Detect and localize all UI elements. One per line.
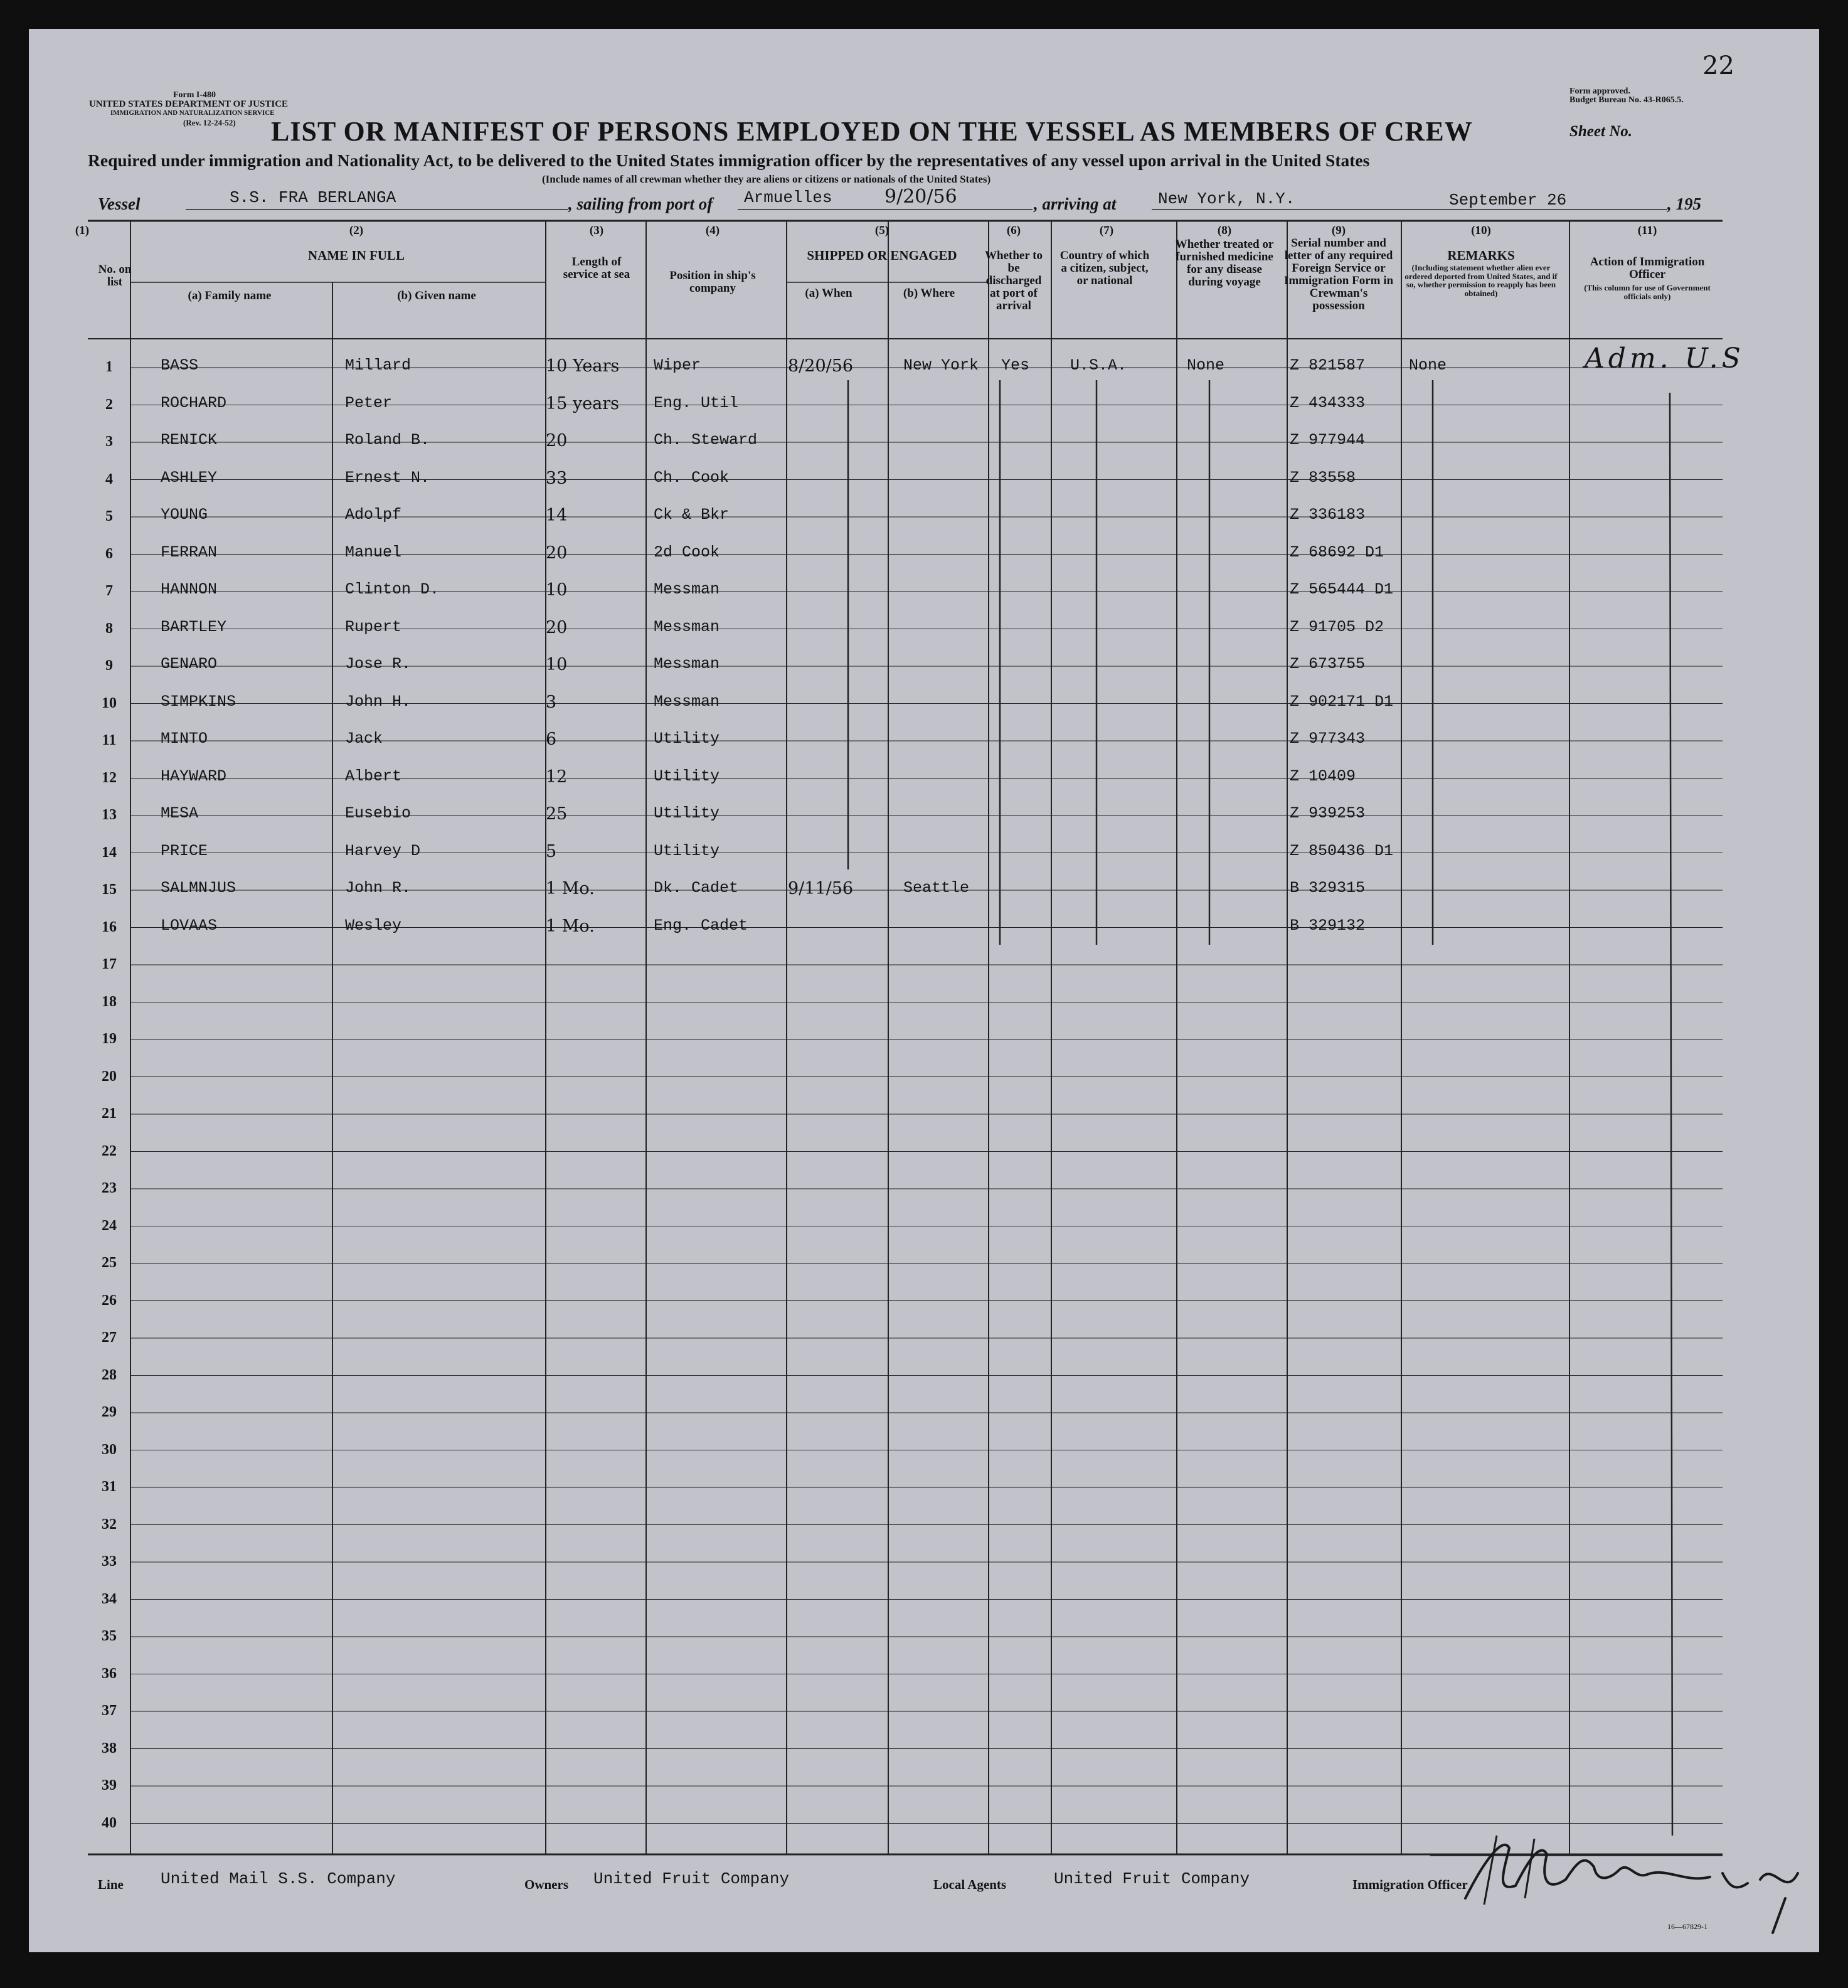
- cell-position[interactable]: Utility: [654, 730, 720, 748]
- service-name: IMMIGRATION AND NATURALIZATION SERVICE: [110, 109, 275, 117]
- col6-header: Whether to be discharged at port of arrival: [985, 249, 1043, 312]
- cell-discharged[interactable]: Yes: [1001, 356, 1030, 375]
- cell-position[interactable]: Dk. Cadet: [654, 879, 739, 897]
- row-number: 2: [105, 396, 113, 413]
- cell-service[interactable]: 10: [546, 655, 568, 674]
- cell-family[interactable]: HANNON: [161, 580, 218, 598]
- cell-where[interactable]: Seattle: [903, 879, 970, 897]
- col2b-header: (b) Given name: [397, 289, 476, 302]
- line-label: Line: [98, 1877, 124, 1892]
- form-number: Form I-480: [173, 90, 216, 100]
- row-number: 32: [102, 1516, 117, 1533]
- cell-where[interactable]: New York: [903, 356, 979, 375]
- cell-family[interactable]: BARTLEY: [161, 617, 227, 636]
- owners-label: Owners: [524, 1877, 568, 1892]
- form-subtitle: Required under immigration and Nationality Act, to be delivered to the United States immigration officer by the representatives of any vessel upon arrival in the United States: [88, 151, 1370, 170]
- agents-label: Local Agents: [933, 1877, 1007, 1892]
- cell-family[interactable]: YOUNG: [161, 506, 208, 524]
- cell-given[interactable]: Wesley: [345, 916, 402, 935]
- cell-service[interactable]: 14: [546, 506, 568, 525]
- cell-position[interactable]: Ck & Bkr: [654, 506, 730, 524]
- col4-header: Position in ship's company: [669, 269, 756, 295]
- col11-note: (This column for use of Government officials only): [1584, 283, 1711, 301]
- row-number: 15: [102, 881, 117, 898]
- cell-family[interactable]: BASS: [161, 356, 199, 375]
- row-number: 30: [102, 1441, 117, 1458]
- col5-header: SHIPPED OR ENGAGED: [807, 248, 957, 263]
- cell-service[interactable]: 1 Mo.: [546, 916, 595, 936]
- arriving-label: , arriving at: [1034, 194, 1117, 213]
- year-label: , 195: [1667, 194, 1701, 213]
- cell-given[interactable]: Rupert: [345, 617, 402, 636]
- page-number: 22: [1702, 51, 1734, 80]
- col4-number: (4): [705, 224, 720, 237]
- form-note: (Include names of all crewman whether they are aliens or citizens or nationals of the United States): [542, 173, 991, 185]
- col10-note: (Including statement whether alien ever ordered deported from United States, and if so, whether permission to reapply has been obtained): [1405, 263, 1558, 298]
- row-number: 40: [102, 1814, 117, 1831]
- row-number: 10: [102, 694, 117, 711]
- line-value[interactable]: United Mail S.S. Company: [161, 1869, 396, 1888]
- row-number: 26: [102, 1292, 117, 1309]
- budget-number: Budget Bureau No. 43-R065.5.: [1569, 95, 1684, 105]
- row-number: 28: [102, 1366, 117, 1383]
- cell-position[interactable]: Eng. Util: [654, 393, 739, 412]
- cell-position[interactable]: Utility: [654, 767, 720, 785]
- row-number: 25: [102, 1255, 117, 1271]
- cell-position[interactable]: Eng. Cadet: [654, 916, 748, 935]
- sheet-number-label: Sheet No.: [1569, 123, 1632, 140]
- cell-when[interactable]: 8/20/56: [788, 356, 854, 376]
- cell-service[interactable]: 10 Years: [546, 356, 620, 376]
- row-number: 23: [102, 1180, 117, 1196]
- col11-header: Action of Immigration Officer: [1590, 255, 1705, 281]
- arrival-date[interactable]: September 26: [1449, 191, 1567, 210]
- sailing-label: , sailing from port of: [568, 194, 713, 213]
- row-number: 16: [102, 918, 117, 935]
- form-title: LIST OR MANIFEST OF PERSONS EMPLOYED ON THE VESSEL AS MEMBERS OF CREW: [271, 116, 1473, 147]
- col5-number: (5): [874, 224, 889, 237]
- officer-action[interactable]: Adm. U.S: [1585, 343, 1744, 375]
- col1-header: No. on list: [98, 263, 132, 289]
- cell-service[interactable]: 10: [546, 580, 568, 600]
- cell-service[interactable]: 20: [546, 617, 568, 637]
- officer-signature: [1459, 1823, 1810, 1936]
- row-number: 8: [105, 620, 113, 637]
- cell-given[interactable]: Eusebio: [345, 804, 412, 822]
- form-approved: Form approved.: [1569, 87, 1630, 96]
- row-number: 5: [105, 508, 113, 524]
- cell-position[interactable]: Messman: [654, 617, 720, 636]
- row-number: 3: [105, 433, 113, 450]
- row-number: 1: [105, 359, 113, 375]
- col1-number: (1): [75, 224, 90, 237]
- cell-when[interactable]: 9/11/56: [788, 879, 854, 898]
- cell-serial[interactable]: B 329315: [1290, 879, 1366, 897]
- cell-service[interactable]: 15 years: [546, 393, 620, 413]
- cell-remarks[interactable]: None: [1409, 356, 1447, 375]
- cell-family[interactable]: SALMNJUS: [161, 879, 236, 897]
- manifest-sheet: [29, 29, 1819, 1952]
- cell-family[interactable]: FERRAN: [161, 543, 218, 561]
- cell-serial[interactable]: Z 336183: [1290, 506, 1366, 524]
- arrival-port[interactable]: New York, N.Y.: [1158, 189, 1295, 208]
- department-name: UNITED STATES DEPARTMENT OF JUSTICE: [89, 99, 289, 109]
- vessel-name[interactable]: S.S. FRA BERLANGA: [230, 188, 396, 207]
- cell-service[interactable]: 33: [546, 468, 568, 488]
- cell-serial[interactable]: Z 565444 D1: [1290, 580, 1394, 598]
- col5b-header: (b) Where: [903, 287, 955, 300]
- row-number: 11: [102, 732, 117, 748]
- cell-position[interactable]: Ch. Cook: [654, 468, 730, 487]
- row-number: 35: [102, 1628, 117, 1644]
- cell-serial[interactable]: Z 977944: [1290, 431, 1366, 449]
- cell-serial[interactable]: Z 673755: [1290, 655, 1366, 673]
- cell-service[interactable]: 20: [546, 543, 568, 563]
- cell-family[interactable]: ROCHARD: [161, 393, 227, 412]
- cell-position[interactable]: Messman: [654, 655, 720, 673]
- col3-header: Length of service at sea: [563, 255, 630, 281]
- cell-position[interactable]: Messman: [654, 692, 720, 711]
- cell-service[interactable]: 12: [546, 767, 568, 787]
- cell-given[interactable]: Clinton D.: [345, 580, 440, 598]
- col2-header: NAME IN FULL: [307, 248, 405, 263]
- cell-given[interactable]: Roland B.: [345, 431, 430, 449]
- row-number: 24: [102, 1217, 117, 1234]
- cell-serial[interactable]: Z 83558: [1290, 468, 1356, 487]
- col9-header: Serial number and letter of any required Foreign Service or Immigration Form in Crewman's possession: [1283, 237, 1394, 312]
- col8-number: (8): [1217, 224, 1232, 237]
- cell-family[interactable]: RENICK: [161, 431, 218, 449]
- col3-number: (3): [589, 224, 604, 237]
- form-rules: [29, 29, 1819, 1952]
- row-number: 33: [102, 1553, 117, 1570]
- cell-family[interactable]: ASHLEY: [161, 468, 218, 487]
- agents-value[interactable]: United Fruit Company: [1054, 1869, 1250, 1888]
- cell-serial[interactable]: Z 91705 D2: [1290, 617, 1384, 636]
- cell-medicine[interactable]: None: [1187, 356, 1225, 375]
- cell-serial[interactable]: Z 939253: [1290, 804, 1366, 822]
- row-number: 12: [102, 769, 117, 786]
- col6-number: (6): [1006, 224, 1021, 237]
- cell-given[interactable]: Peter: [345, 393, 393, 412]
- cell-given[interactable]: Albert: [345, 767, 402, 785]
- col2-number: (2): [349, 224, 364, 237]
- cell-family[interactable]: GENARO: [161, 655, 218, 673]
- row-number: 7: [105, 583, 113, 599]
- col7-header: Country of which a citizen, subject, or national: [1059, 249, 1150, 287]
- col10-header: REMARKS: [1447, 248, 1515, 263]
- cell-serial[interactable]: B 329132: [1290, 916, 1366, 935]
- row-number: 34: [102, 1590, 117, 1607]
- cell-given[interactable]: Jose R.: [345, 655, 412, 673]
- row-number: 20: [102, 1068, 117, 1085]
- col11-number: (11): [1637, 224, 1657, 237]
- printer-code: 16—67829-1: [1667, 1922, 1707, 1931]
- col7-number: (7): [1099, 224, 1114, 237]
- cell-service[interactable]: 6: [546, 730, 557, 749]
- cell-service[interactable]: 1 Mo.: [546, 879, 595, 898]
- cell-position[interactable]: 2d Cook: [654, 543, 720, 561]
- col2a-header: (a) Family name: [188, 289, 272, 302]
- cell-family[interactable]: MESA: [161, 804, 199, 822]
- cell-given[interactable]: John H.: [345, 692, 412, 711]
- row-number: 29: [102, 1404, 117, 1420]
- cell-serial[interactable]: Z 850436 D1: [1290, 841, 1394, 860]
- cell-family[interactable]: PRICE: [161, 841, 208, 860]
- row-number: 27: [102, 1329, 117, 1346]
- row-number: 37: [102, 1703, 117, 1719]
- cell-position[interactable]: Utility: [654, 804, 720, 822]
- sailing-date[interactable]: 9/20/56: [884, 186, 957, 208]
- cell-serial[interactable]: Z 902171 D1: [1290, 692, 1394, 711]
- row-number: 21: [102, 1105, 117, 1122]
- row-number: 18: [102, 993, 117, 1010]
- row-number: 38: [102, 1740, 117, 1757]
- row-number: 6: [105, 545, 113, 562]
- col9-number: (9): [1331, 224, 1346, 237]
- cell-family[interactable]: SIMPKINS: [161, 692, 236, 711]
- owners-value[interactable]: United Fruit Company: [593, 1869, 790, 1888]
- row-number: 36: [102, 1665, 117, 1682]
- cell-service[interactable]: 5: [546, 841, 557, 861]
- form-revision: (Rev. 12-24-52): [183, 118, 236, 127]
- row-number: 14: [102, 844, 117, 861]
- cell-serial[interactable]: Z 10409: [1290, 767, 1356, 785]
- cell-given[interactable]: John R.: [345, 879, 412, 897]
- cell-given[interactable]: Jack: [345, 730, 383, 748]
- cell-country[interactable]: U.S.A.: [1070, 356, 1127, 375]
- cell-position[interactable]: Utility: [654, 841, 720, 860]
- cell-position[interactable]: Wiper: [654, 356, 701, 375]
- row-number: 19: [102, 1031, 117, 1047]
- officer-label: Immigration Officer: [1352, 1877, 1468, 1892]
- row-number: 22: [102, 1142, 117, 1159]
- cell-family[interactable]: HAYWARD: [161, 767, 227, 785]
- cell-given[interactable]: Manuel: [345, 543, 402, 561]
- row-number: 31: [102, 1479, 117, 1495]
- cell-service[interactable]: 25: [546, 804, 568, 824]
- cell-given[interactable]: Harvey D: [345, 841, 421, 860]
- cell-serial[interactable]: Z 68692 D1: [1290, 543, 1384, 561]
- cell-family[interactable]: LOVAAS: [161, 916, 218, 935]
- cell-given[interactable]: Ernest N.: [345, 468, 430, 487]
- cell-given[interactable]: Millard: [345, 356, 412, 375]
- cell-position[interactable]: Ch. Steward: [654, 431, 758, 449]
- row-number: 9: [105, 657, 113, 674]
- col10-number: (10): [1471, 224, 1491, 237]
- cell-serial[interactable]: Z 977343: [1290, 730, 1366, 748]
- row-number: 13: [102, 807, 117, 823]
- cell-serial[interactable]: Z 434333: [1290, 393, 1366, 412]
- sailing-port[interactable]: Armuelles: [744, 188, 832, 207]
- row-number: 17: [102, 956, 117, 972]
- row-number: 4: [105, 470, 113, 487]
- cell-service[interactable]: 20: [546, 431, 568, 450]
- cell-family[interactable]: MINTO: [161, 730, 208, 748]
- row-number: 39: [102, 1777, 117, 1794]
- cell-position[interactable]: Messman: [654, 580, 720, 598]
- vessel-label: Vessel: [98, 194, 141, 213]
- col5a-header: (a) When: [805, 287, 852, 300]
- cell-given[interactable]: Adolpf: [345, 506, 402, 524]
- cell-serial[interactable]: Z 821587: [1290, 356, 1366, 375]
- col8-header: Whether treated or furnished medicine for any disease during voyage: [1175, 238, 1274, 289]
- cell-service[interactable]: 3: [546, 692, 557, 712]
